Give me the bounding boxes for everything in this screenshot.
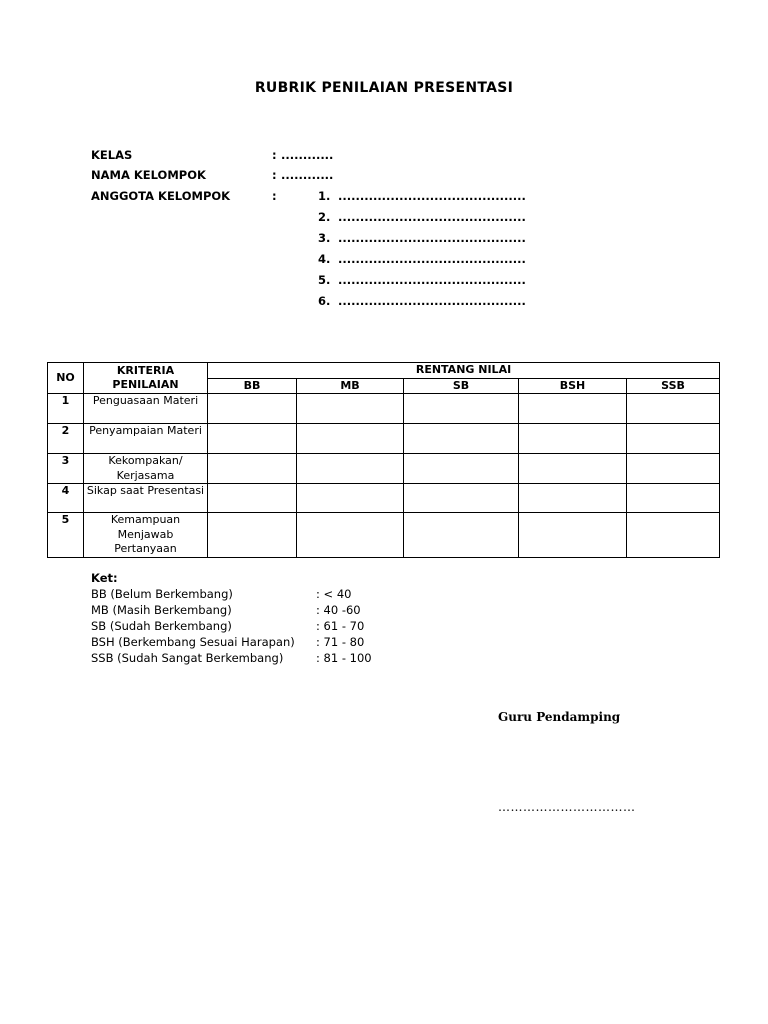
score-cell[interactable] [404,424,519,454]
legend-item [91,586,491,602]
score-cell[interactable] [297,394,404,424]
legend-range: : < 40 [316,587,352,601]
member-item: 5. ........................................... [318,273,526,287]
anggota-label: ANGGOTA KELOMPOK [91,189,231,203]
score-cell[interactable] [627,484,720,513]
kelompok-colon: : [272,168,277,182]
score-cell[interactable] [519,513,627,558]
row-no: 5 [48,513,84,558]
anggota-colon: : [272,189,277,203]
score-cell[interactable] [208,484,297,513]
score-cell[interactable] [208,454,297,484]
legend-section [91,570,491,666]
member-item: 3. ........................................... [318,231,526,245]
score-cell[interactable] [627,394,720,424]
row-kriteria: Sikap saat Presentasi [84,484,208,513]
header-level: SB [404,378,519,394]
member-item: 2. ........................................... [318,210,526,224]
member-item: 1. ........................................... [318,189,526,203]
score-cell[interactable] [519,484,627,513]
kelas-field: ............ [281,148,334,162]
member-dots: ........................................... [338,189,526,203]
score-cell[interactable] [519,454,627,484]
table-row [48,394,720,424]
score-cell[interactable] [297,424,404,454]
legend-range: : 61 - 70 [316,619,365,633]
score-cell[interactable] [627,454,720,484]
score-cell[interactable] [519,394,627,424]
row-kriteria: Penguasaan Materi [84,394,208,424]
table-row [48,424,720,454]
member-dots: ........................................... [338,252,526,266]
legend-range: : 81 - 100 [316,651,372,665]
table-row [48,454,720,484]
score-cell[interactable] [297,454,404,484]
kelompok-label: NAMA KELOMPOK [91,168,206,182]
legend-label: BB (Belum Berkembang) [91,587,233,601]
header-level: SSB [627,378,720,394]
member-dots: ........................................... [338,231,526,245]
score-cell[interactable] [404,454,519,484]
legend-item [91,650,491,666]
row-no: 1 [48,394,84,424]
header-rentang-nilai: RENTANG NILAI [208,363,720,379]
score-cell[interactable] [627,424,720,454]
score-cell[interactable] [208,424,297,454]
score-cell[interactable] [404,484,519,513]
score-cell[interactable] [208,394,297,424]
table-row [48,513,720,558]
row-no: 2 [48,424,84,454]
score-cell[interactable] [404,394,519,424]
legend-label: SB (Sudah Berkembang) [91,619,232,633]
row-no: 3 [48,454,84,484]
table-header-row [48,363,720,379]
legend-range: : 40 -60 [316,603,361,617]
legend-label: SSB (Sudah Sangat Berkembang) [91,651,284,665]
row-kriteria: Kekompakan/ Kerjasama [84,454,208,484]
page-title: RUBRIK PENILAIAN PRESENTASI [254,80,514,96]
kelas-label: KELAS [91,148,133,162]
header-level: BB [208,378,297,394]
header-kriteria: KRITERIA PENILAIAN [84,363,208,394]
legend-item [91,618,491,634]
score-cell[interactable] [519,424,627,454]
header-level: BSH [519,378,627,394]
member-dots: ........................................... [338,273,526,287]
header-level: MB [297,378,404,394]
kelas-colon: : [272,148,277,162]
score-cell[interactable] [208,513,297,558]
score-cell[interactable] [297,484,404,513]
table-row [48,484,720,513]
legend-title: Ket: [91,571,118,585]
member-dots: ........................................... [338,294,526,308]
member-item: 4. ........................................... [318,252,526,266]
legend-item [91,602,491,618]
score-cell[interactable] [297,513,404,558]
score-cell[interactable] [627,513,720,558]
signature-line: …………………………… [498,800,636,814]
row-kriteria: Penyampaian Materi [84,424,208,454]
rubric-table [47,362,720,558]
row-no: 4 [48,484,84,513]
member-item: 6. ........................................... [318,294,526,308]
legend-range: : 71 - 80 [316,635,365,649]
signature-title: Guru Pendamping [498,710,621,724]
row-kriteria: Kemampuan Menjawab Pertanyaan [84,513,208,558]
score-cell[interactable] [404,513,519,558]
legend-item [91,634,491,650]
legend-label: MB (Masih Berkembang) [91,603,232,617]
legend-label: BSH (Berkembang Sesuai Harapan) [91,635,295,649]
kelompok-field: ............ [281,168,334,182]
header-no: NO [48,363,84,394]
member-dots: ........................................... [338,210,526,224]
